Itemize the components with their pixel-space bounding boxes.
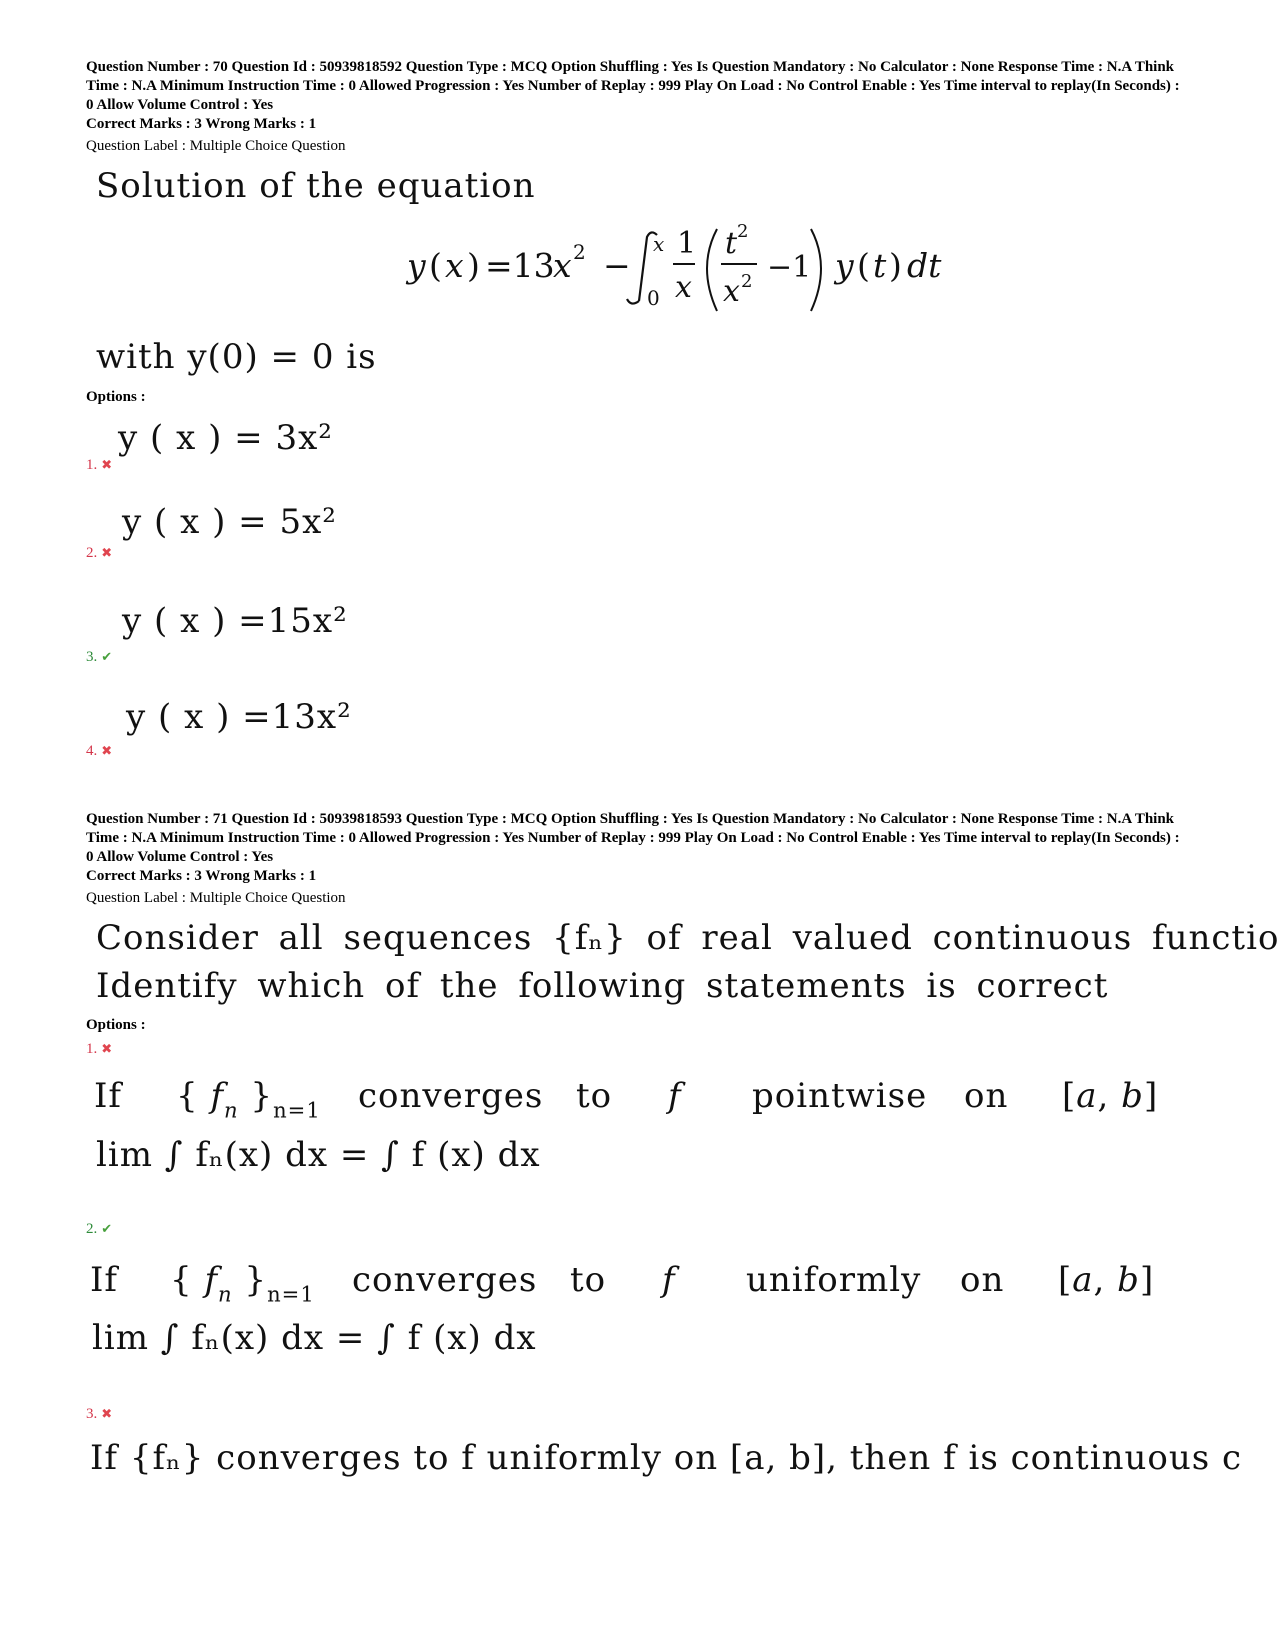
- q71-stem-line-1: Consider all sequences {fₙ} of real valued continuous functio: [96, 918, 1279, 958]
- q71-opt3-text[interactable]: If {fₙ} converges to f uniformly on [a, b], then f is continuous c: [90, 1438, 1243, 1478]
- svg-text:(: (: [857, 246, 870, 285]
- correct-check-icon: ✔: [101, 649, 113, 664]
- q71-opt2-sequence: { $f_n$ }$_{n=1}$: [170, 1260, 315, 1307]
- svg-text:x: x: [553, 246, 572, 285]
- q71-opt2-f: f: [662, 1260, 676, 1300]
- q70-option-4-number: 4. ✖: [86, 743, 113, 759]
- q70-stem-condition: with y(0) = 0 is: [96, 337, 377, 377]
- q71-stem-line-2: Identify which of the following statements is correct: [96, 966, 1109, 1006]
- q71-opt2-interval: [a, b]: [1058, 1260, 1155, 1300]
- q71-options-label: Options :: [86, 1017, 146, 1033]
- svg-text:y: y: [407, 246, 426, 285]
- q71-opt2-on: on: [960, 1260, 1005, 1300]
- svg-text:x: x: [653, 232, 665, 256]
- svg-text:0: 0: [647, 286, 660, 310]
- svg-text:x: x: [445, 246, 464, 285]
- q70-option-3-number: 3. ✔: [86, 649, 113, 665]
- svg-text:2: 2: [737, 221, 749, 242]
- q70-option-2-text[interactable]: y ( x ) = 5x²: [122, 502, 337, 542]
- q71-opt1-if[interactable]: If: [94, 1076, 123, 1116]
- svg-text:t: t: [725, 226, 738, 261]
- svg-text:x: x: [675, 270, 692, 305]
- q71-opt1-on: on: [964, 1076, 1009, 1116]
- q71-opt2-converges: converges: [352, 1260, 538, 1300]
- q70-label: Question Label : Multiple Choice Question: [86, 138, 346, 154]
- svg-text:=13: =13: [485, 246, 555, 285]
- q71-opt1-mode: pointwise: [752, 1076, 928, 1116]
- svg-text:t: t: [873, 246, 887, 285]
- q70-option-1-text[interactable]: y ( x ) = 3x²: [118, 418, 333, 458]
- svg-text:): ): [467, 246, 480, 285]
- wrong-mark-icon: ✖: [101, 545, 113, 560]
- q70-option-3-text[interactable]: y ( x ) =15x²: [122, 601, 348, 641]
- svg-text:x: x: [723, 274, 740, 309]
- svg-text:): ): [889, 246, 902, 285]
- q71-label: Question Label : Multiple Choice Question: [86, 890, 346, 906]
- q71-opt1-sequence: { $f_n$ }$_{n=1}$: [176, 1076, 321, 1123]
- q70-option-2-number: 2. ✖: [86, 545, 113, 561]
- q71-option-1-number: 1. ✖: [86, 1041, 113, 1057]
- q71-opt1-converges: converges: [358, 1076, 544, 1116]
- q70-option-4-text[interactable]: y ( x ) =13x²: [126, 697, 352, 737]
- q71-marks: Correct Marks : 3 Wrong Marks : 1: [86, 868, 317, 884]
- q70-integral-equation: [395, 215, 955, 320]
- q71-option-2-number: 2. ✔: [86, 1221, 113, 1237]
- wrong-mark-icon: ✖: [101, 1041, 113, 1056]
- q70-stem-intro: Solution of the equation: [96, 166, 536, 206]
- wrong-mark-icon: ✖: [101, 457, 113, 472]
- q71-opt1-limit-equation: lim ∫ fₙ(x) dx = ∫ f (x) dx: [96, 1135, 541, 1175]
- wrong-mark-icon: ✖: [101, 1406, 113, 1421]
- q70-options-label: Options :: [86, 389, 146, 405]
- svg-text:y: y: [835, 246, 854, 285]
- q71-opt2-limit-equation: lim ∫ fₙ(x) dx = ∫ f (x) dx: [92, 1318, 537, 1358]
- q71-opt1-interval: [a, b]: [1062, 1076, 1159, 1116]
- svg-text:2: 2: [573, 240, 586, 264]
- q71-opt1-f: f: [668, 1076, 682, 1116]
- q70-marks: Correct Marks : 3 Wrong Marks : 1: [86, 116, 317, 132]
- q71-opt2-mode: uniformly: [746, 1260, 922, 1300]
- svg-text:dt: dt: [907, 246, 942, 285]
- svg-text:(: (: [429, 246, 442, 285]
- q71-meta: Question Number : 71 Question Id : 50939818593 Question Type : MCQ Option Shuffling : Yes Is Question Mandatory : No Calculator : None Response Time : N.A Think Time : N.A Minimum Instruction Time : 0 Allowed Progression : Yes Number of Replay : 999 Play On Load : No Control Enable : Yes Time interval to replay(In Seconds) : 0 Allow Volume Control : Yes: [86, 811, 1180, 865]
- q71-opt2-if[interactable]: If: [90, 1260, 119, 1300]
- q70-option-1-number: 1. ✖: [86, 457, 113, 473]
- wrong-mark-icon: ✖: [101, 743, 113, 758]
- q71-opt2-to: to: [570, 1260, 607, 1300]
- correct-check-icon: ✔: [101, 1221, 113, 1236]
- q71-option-3-number: 3. ✖: [86, 1406, 113, 1422]
- q70-meta: Question Number : 70 Question Id : 50939818592 Question Type : MCQ Option Shuffling : Yes Is Question Mandatory : No Calculator : None Response Time : N.A Think Time : N.A Minimum Instruction Time : 0 Allowed Progression : Yes Number of Replay : 999 Play On Load : No Control Enable : Yes Time interval to replay(In Seconds) : 0 Allow Volume Control : Yes: [86, 59, 1180, 113]
- svg-text:−1: −1: [767, 250, 812, 285]
- svg-text:−: −: [603, 246, 631, 285]
- q71-opt1-to: to: [576, 1076, 613, 1116]
- svg-text:1: 1: [677, 226, 697, 261]
- svg-text:2: 2: [741, 271, 753, 292]
